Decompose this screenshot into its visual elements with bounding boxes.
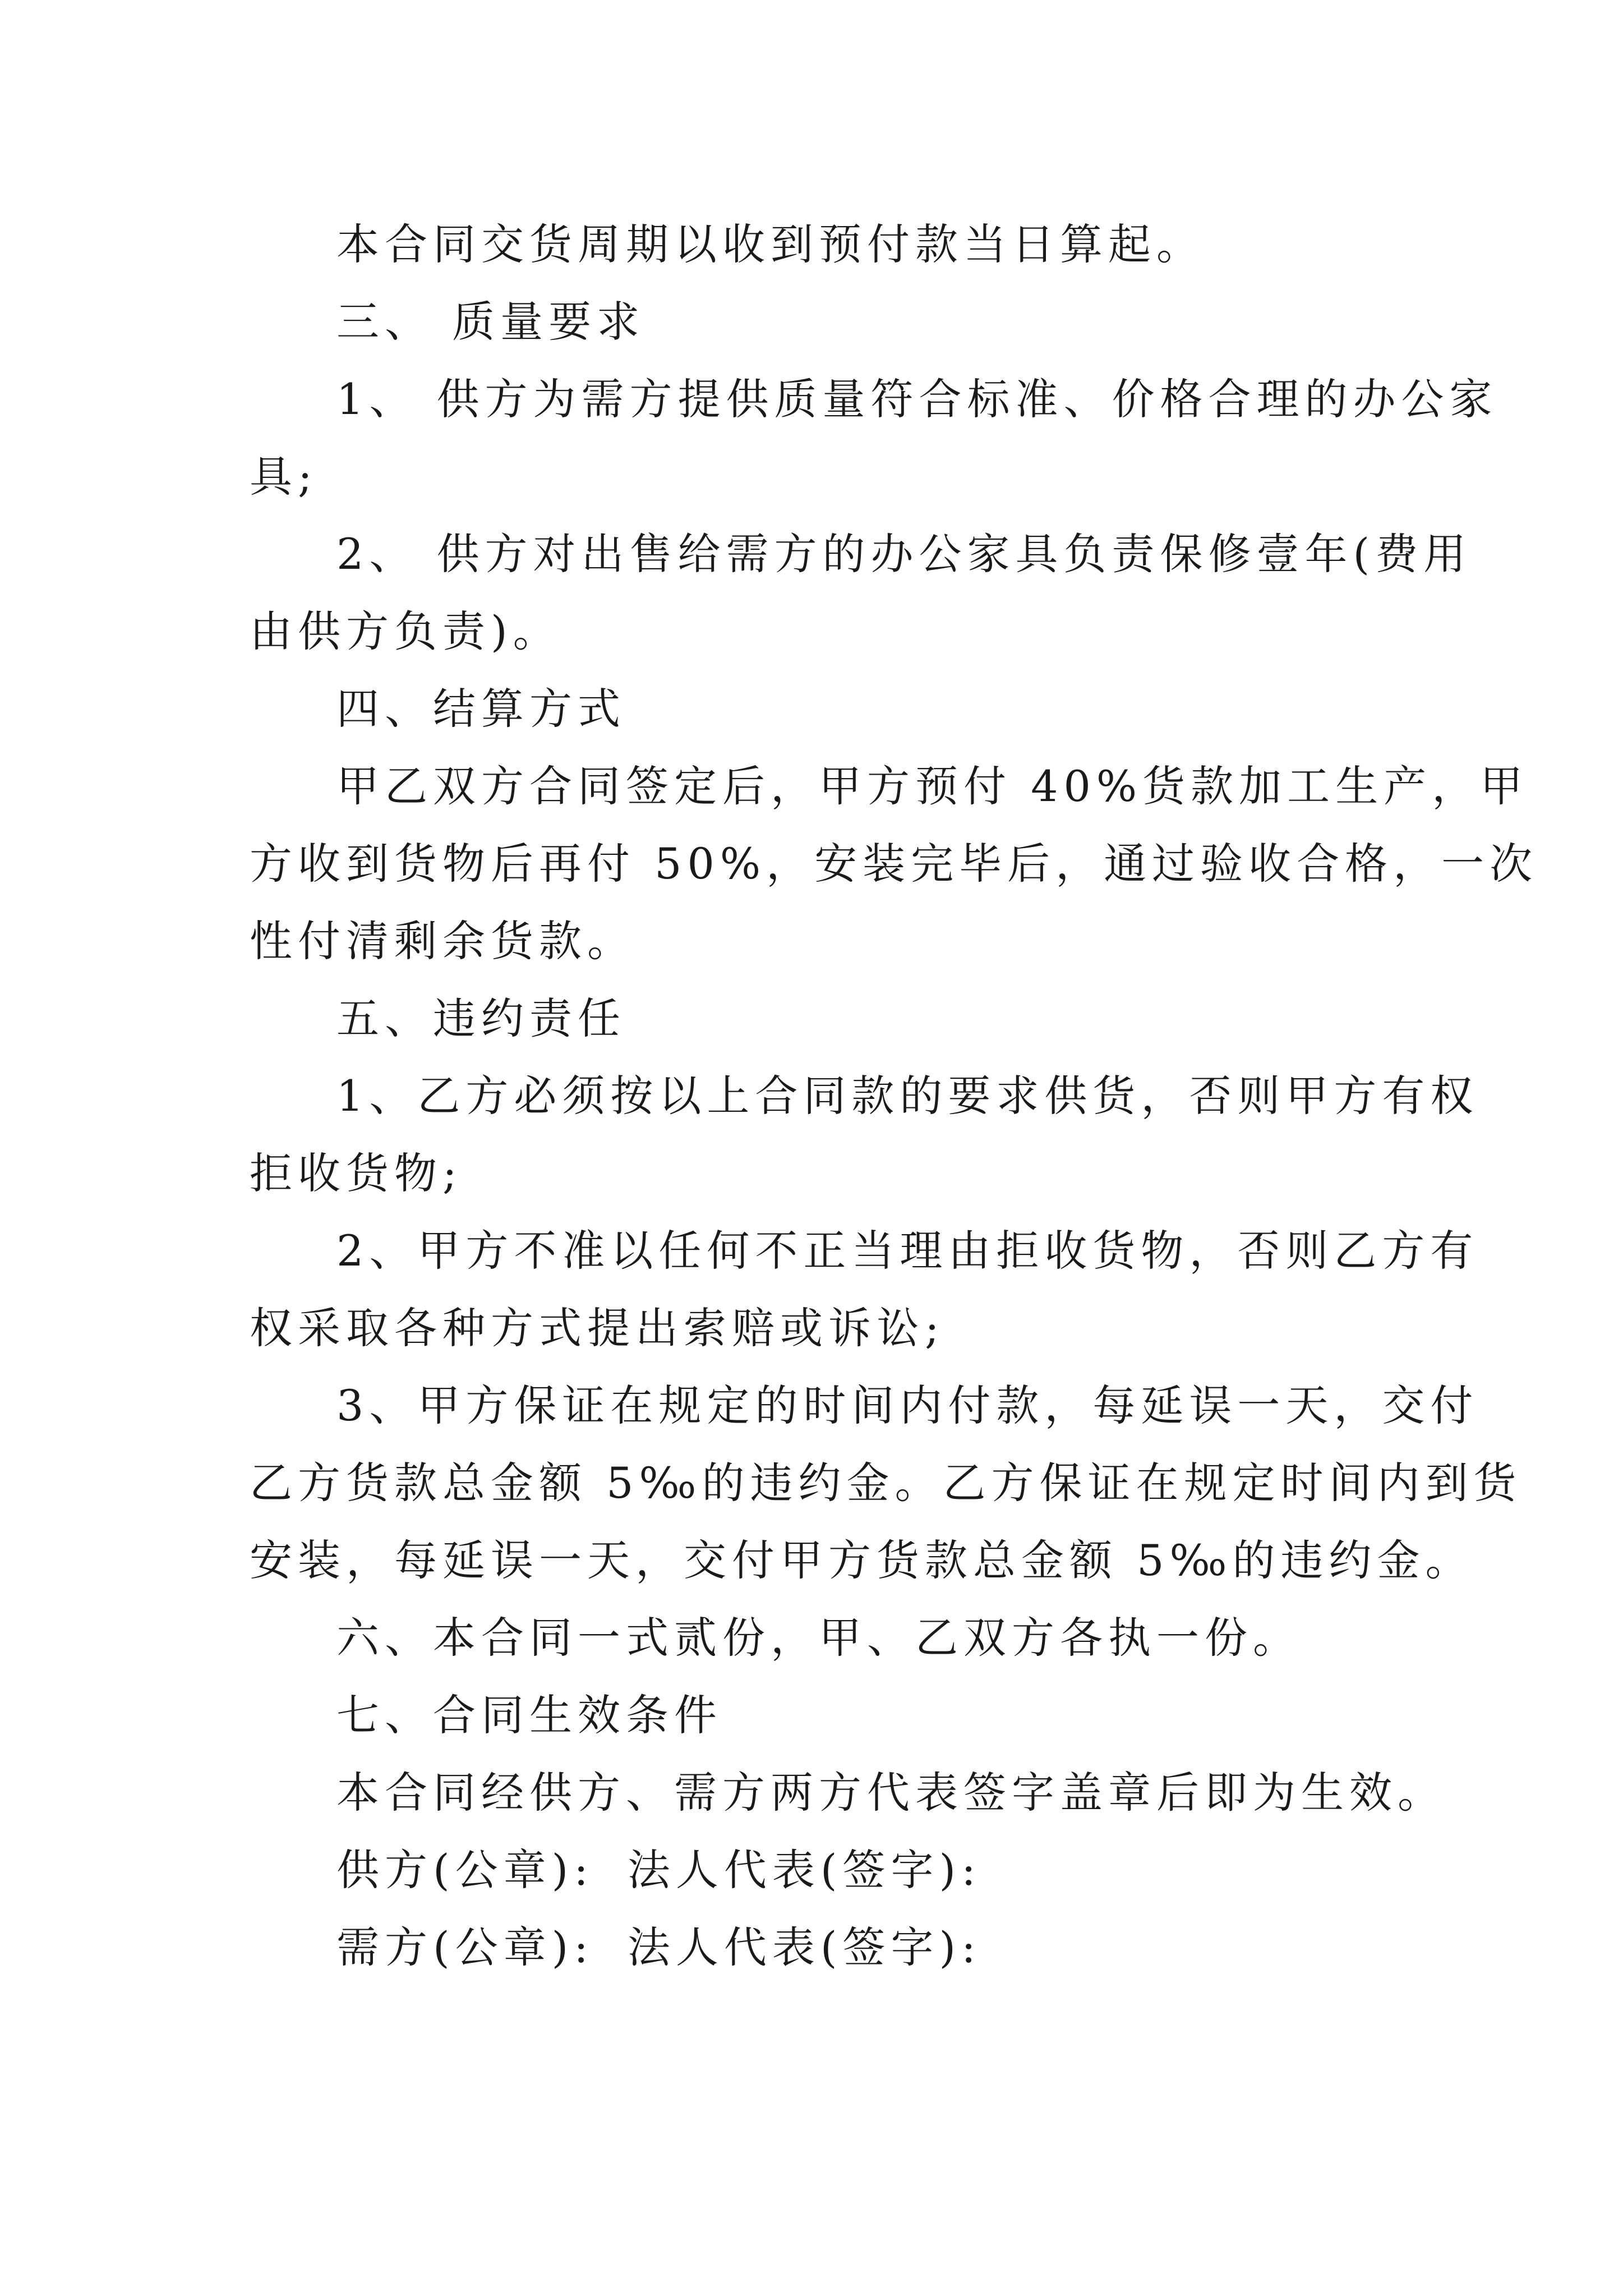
section-heading-settlement: 四、结算方式 <box>336 684 626 734</box>
quality-item-2-line-1: 2、 供方对出售给需方的办公家具负责保修壹年(费用 <box>336 529 1472 579</box>
signature-row-supplier <box>336 1845 981 1895</box>
supplier-seal-label: 供方(公章): <box>336 1845 594 1895</box>
settlement-line-1: 甲乙双方合同签定后，甲方预付 40%货款加工生产，甲 <box>336 761 1529 811</box>
section-heading-quality: 三、 质量要求 <box>336 297 645 347</box>
settlement-line-2: 方收到货物后再付 50%，安装完毕后，通过验收合格，一次 <box>250 839 1538 889</box>
settlement-line-3: 性付清剩余货款。 <box>250 916 635 966</box>
liability-item-3-line-1: 3、甲方保证在规定的时间内付款，每延误一天，交付 <box>336 1381 1479 1430</box>
effect-clause: 本合同经供方、需方两方代表签字盖章后即为生效。 <box>336 1768 1446 1818</box>
paragraph-delivery-period: 本合同交货周期以收到预付款当日算起。 <box>336 219 1205 269</box>
section-copies: 六、本合同一式贰份，甲、乙双方各执一份。 <box>336 1613 1301 1663</box>
quality-item-1-line-1: 1、 供方为需方提供质量符合标准、价格合理的办公家 <box>336 374 1498 424</box>
liability-item-3-line-2: 乙方货款总金额 5‰的违约金。乙方保证在规定时间内到货 <box>250 1458 1522 1508</box>
liability-item-1-line-2: 拒收货物; <box>250 1148 463 1198</box>
buyer-seal-label: 需方(公章): <box>336 1922 594 1972</box>
signature-spacer <box>594 1849 628 1892</box>
liability-item-1-line-1: 1、乙方必须按以上合同款的要求供货，否则甲方有权 <box>336 1071 1479 1121</box>
supplier-rep-label: 法人代表(签字): <box>627 1845 981 1895</box>
signature-spacer <box>594 1926 628 1969</box>
section-heading-liability: 五、违约责任 <box>336 993 626 1043</box>
buyer-rep-label: 法人代表(签字): <box>627 1922 981 1972</box>
liability-item-3-line-3: 安装，每延误一天，交付甲方货款总金额 5‰的违约金。 <box>250 1535 1474 1585</box>
liability-item-2-line-2: 权采取各种方式提出索赔或诉讼; <box>250 1303 945 1353</box>
section-heading-effect: 七、合同生效条件 <box>336 1690 722 1740</box>
quality-item-1-line-2: 具; <box>250 452 318 501</box>
signature-row-buyer <box>336 1922 981 1972</box>
liability-item-2-line-1: 2、甲方不准以任何不正当理由拒收货物，否则乙方有 <box>336 1226 1479 1276</box>
quality-item-2-line-2: 由供方负责)。 <box>250 606 561 656</box>
